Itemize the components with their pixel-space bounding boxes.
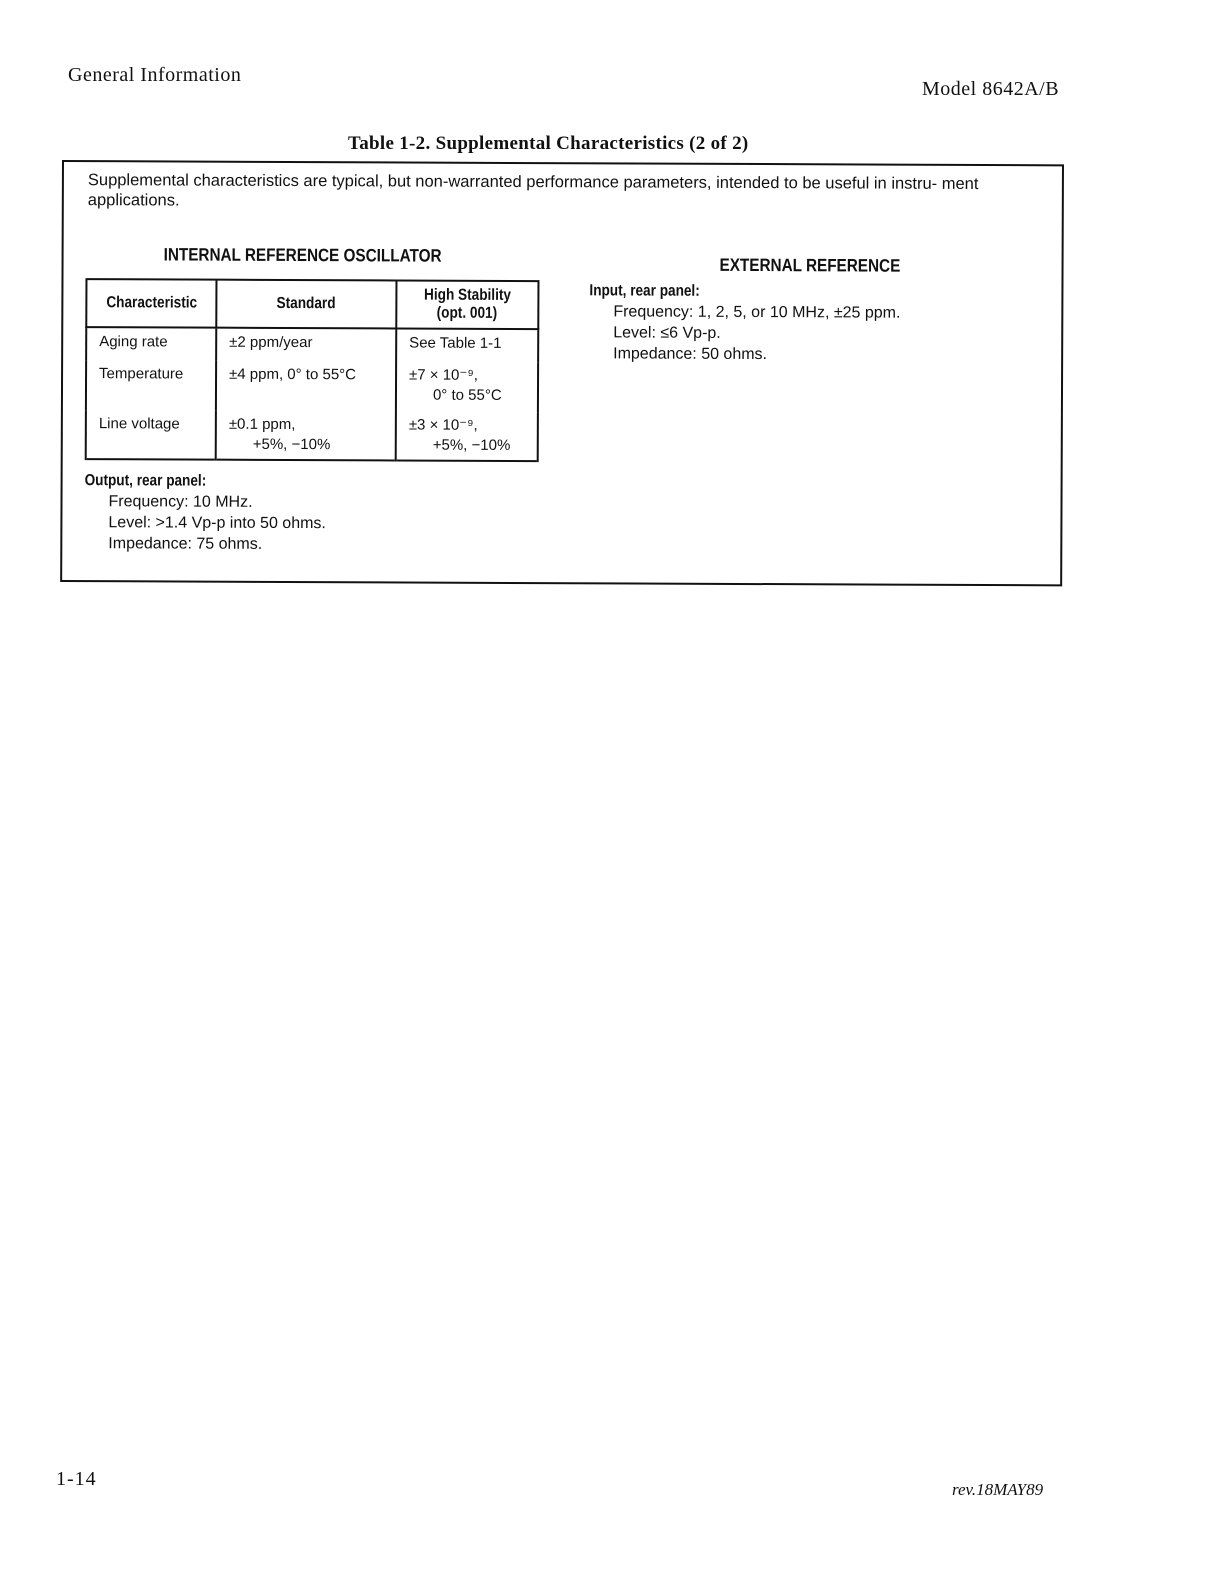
column-header-standard: Standard [216,280,396,329]
cell-characteristic: Aging rate [86,327,216,361]
cell-high-stability: ±3 × 10⁻⁹, +5%, −10% [396,411,538,461]
external-reference-heading: EXTERNAL REFERENCE [719,254,901,276]
running-header-section: General Information [68,64,242,86]
input-rear-panel [589,280,901,365]
cell-characteristic: Temperature [86,360,216,411]
input-impedance: Impedance: 50 ohms. [613,345,768,364]
cell-characteristic: Line voltage [86,410,216,460]
output-level: Level: >1.4 Vp-p into 50 ohms. [108,514,326,533]
output-frequency: Frequency: 10 MHz. [108,493,253,511]
column-header-high-stability: High Stability (opt. 001) [396,280,538,329]
table-header-row [86,279,538,329]
cell-standard: ±0.1 ppm, +5%, −10% [216,411,396,461]
output-label: Output, rear panel: [84,472,207,490]
output-rear-panel [84,470,326,555]
table-row [86,360,538,412]
input-level: Level: ≤6 Vp-p. [613,324,721,342]
input-label: Input, rear panel: [589,282,700,300]
intro-text: Supplemental characteristics are typical, but non-warranted performance parameters, intended to be useful in instru- ment applications. [87,171,979,210]
output-impedance: Impedance: 75 ohms. [108,535,263,553]
cell-high-stability: ±7 × 10⁻⁹, 0° to 55°C [396,361,538,412]
oscillator-table [85,278,540,462]
table-row [86,327,538,362]
column-header-characteristic: Characteristic [86,279,216,328]
table-row [86,410,538,461]
cell-high-stability: See Table 1-1 [396,328,538,362]
table-frame [60,160,1064,586]
running-header-model: Model 8642A/B [922,78,1060,100]
internal-reference-heading: INTERNAL REFERENCE OSCILLATOR [163,244,442,266]
cell-standard: ±2 ppm/year [216,328,396,362]
revision-date: rev.18MAY89 [952,1480,1044,1499]
table-title: Table 1-2. Supplemental Characteristics (2 of 2) [348,133,749,154]
page-number: 1-14 [56,1468,97,1490]
cell-standard: ±4 ppm, 0° to 55°C [216,361,396,412]
input-frequency: Frequency: 1, 2, 5, or 10 MHz, ±25 ppm. [613,303,901,322]
